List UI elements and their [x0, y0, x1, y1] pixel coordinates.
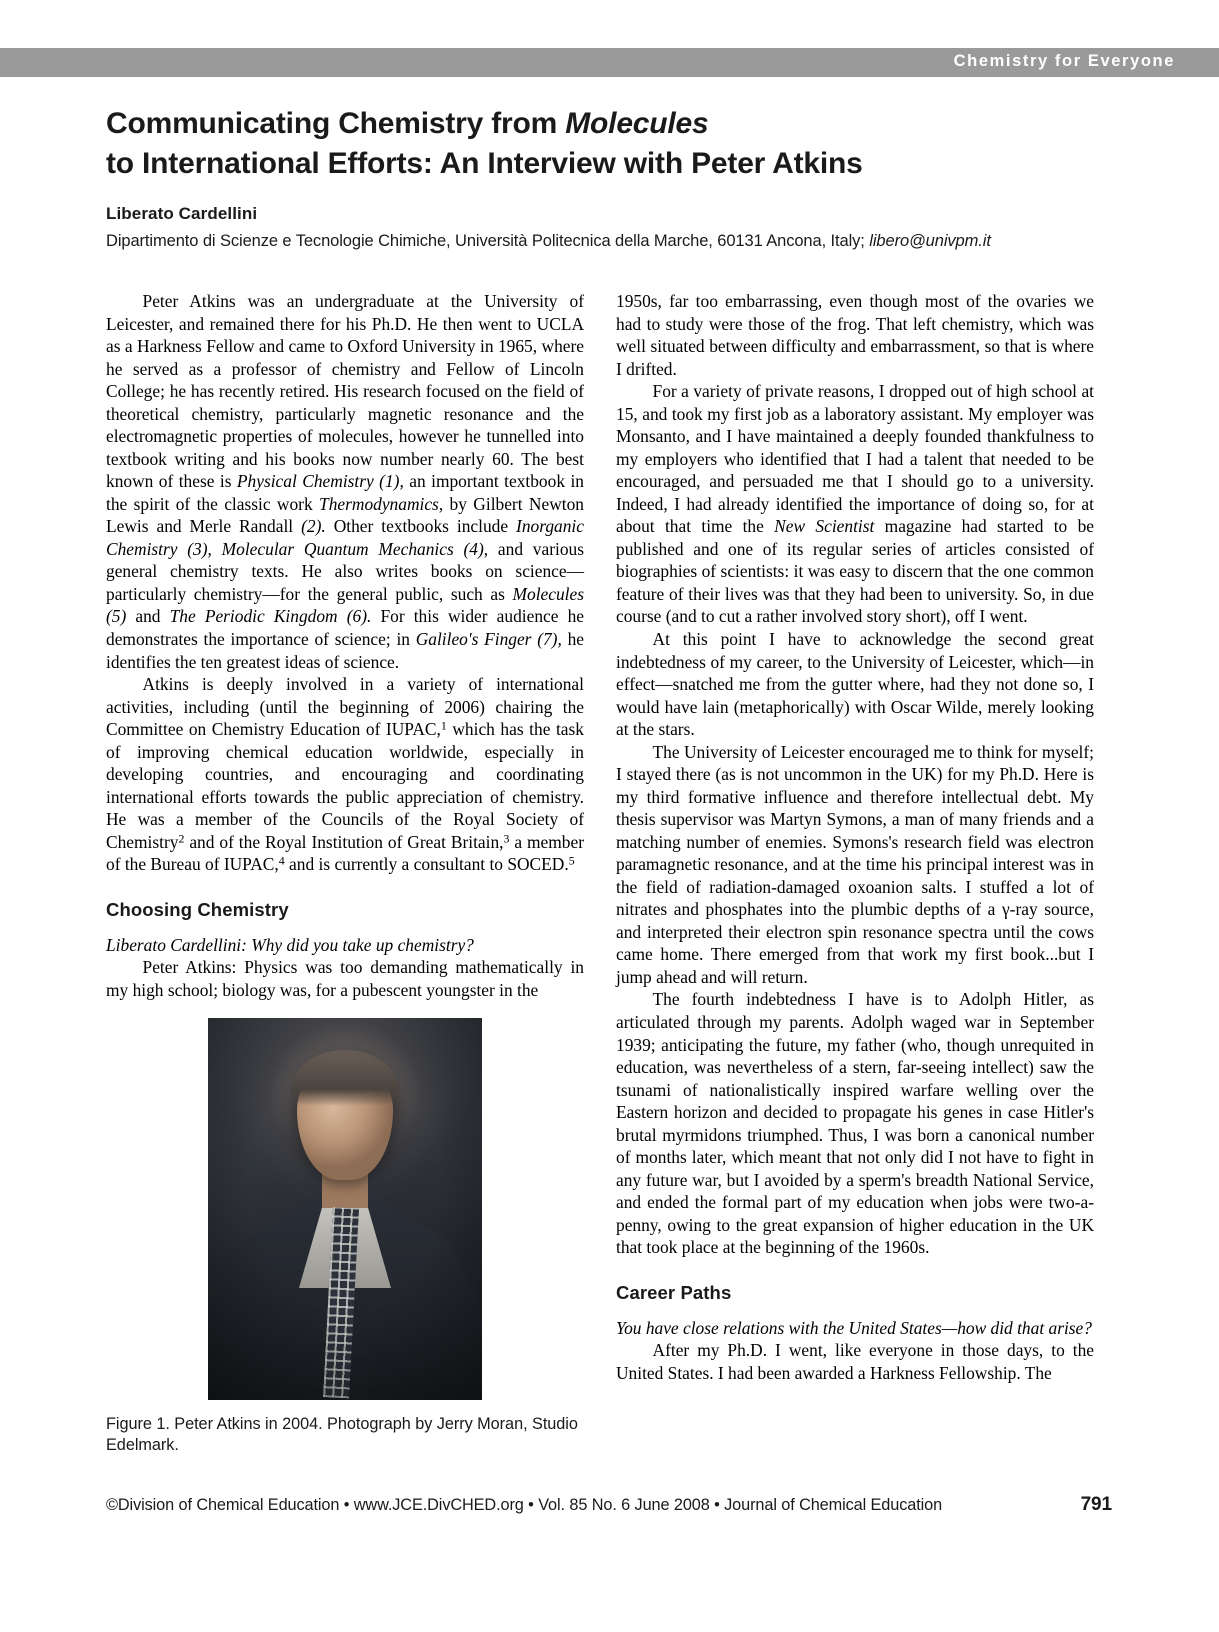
p1-italic-6: The Periodic Kingdom (6). — [169, 606, 372, 627]
p1-seg1: Peter Atkins was an undergraduate at the University of Leicester, and remained there for his Ph.D. He then went to UCLA as a Harkness Fellow and came to Oxford University in 1965, where he served as a professor of chemistry and Fellow of Lincoln College; he has recently retired. His research focused on the field of theoretical chemistry, particularly magnetic resonance and the electromagnetic properties of molecules, however he tunnelled into textbook writing and his books now number nearly 60. The best known of these is — [106, 291, 584, 492]
interview-answer-2: After my Ph.D. I went, like everyone in those days, to the United States. I had been awarded a Harkness Fellowship. The — [616, 1340, 1094, 1383]
footer-citation: ©Division of Chemical Education • www.JCE.DivCHED.org • Vol. 85 No. 6 June 2008 • Journal of Chemical Education — [106, 1496, 943, 1514]
p1-seg5: and various general chemistry texts. He also writes books on science—particularly chemistry—for the general public, such as — [106, 538, 584, 604]
paragraph-continued: 1950s, far too embarrassing, even though most of the ovaries we had to study were those of the frog. That left chemistry, which was well situated between difficulty and embarrassment, so that is where I drifted. — [616, 291, 1094, 379]
figure-caption: Figure 1. Peter Atkins in 2004. Photograph by Jerry Moran, Studio Edelmark. — [106, 1415, 578, 1454]
p1-italic-7: Galileo's Finger (7), — [415, 628, 562, 649]
p1-seg6: and — [126, 606, 170, 627]
footnote-ref-2[interactable]: 2 — [178, 831, 185, 846]
p2-seg3: and of the Royal Institution of Great Britain, — [184, 831, 504, 852]
p1-seg8: he identifies the ten greatest ideas of science. — [106, 628, 584, 672]
peter-atkins-portrait — [208, 1018, 482, 1400]
p1-seg4: Other textbooks include — [325, 516, 517, 537]
right-column — [616, 290, 1094, 1384]
paragraph-right-4: The University of Leicester encouraged me to think for myself; I stayed there (as is not uncommon in the UK) for my Ph.D. Here is my third formative influence and therefore intellectual debt. My thesis supervisor was Martyn Symons, a man of many friends and a matching number of enemies. Symons's research field was electron paramagnetic resonance, and at the time his principal interest was in the field of radiation-damaged oxoanion salts. I stuffed a lot of nitrates and phosphates into the plumbic depths of a γ-ray source, and interpreted their electron spin resonance spectra until the cows came home. There emerged from that work my first book...but I jump ahead and will return. — [616, 741, 1094, 987]
p2-seg1: Atkins is deeply involved in a variety of international activities, including (until the beginning of 2006) chairing the Committee on Chemistry Education of IUPAC, — [106, 674, 584, 740]
rp2-seg2: magazine had started to be published and one of its regular series of articles consisted of biographies of scientists: it was easy to discern that the one common feature of their lives was that they had been to university. So, in due course (and to cut a rather involved story short), off I went. — [616, 516, 1094, 627]
p2-seg4: a member of the Bureau of IUPAC, — [106, 831, 584, 875]
p1-italic-1: Physical Chemistry (1), — [236, 471, 404, 492]
p1-italic-4: Inorganic Chemistry (3), Molecular Quantum Mechanics (4), — [106, 516, 584, 559]
footnote-ref-3[interactable]: 3 — [503, 831, 510, 846]
author-name: Liberato Cardellini — [106, 203, 258, 223]
left-column — [106, 290, 584, 1001]
author-affiliation — [106, 232, 1106, 251]
page-title — [106, 104, 1106, 184]
figure-1 — [106, 1018, 584, 1455]
footnote-ref-5[interactable]: 5 — [568, 853, 575, 868]
author-email[interactable]: libero@univpm.it — [869, 231, 991, 250]
title-block — [106, 104, 1106, 251]
page-number: 791 — [1080, 1494, 1112, 1515]
title-line2: to International Efforts: An Interview with Peter Atkins — [106, 146, 863, 180]
paragraph-intro-2 — [106, 673, 584, 876]
running-head-label: Chemistry for Everyone — [953, 52, 1175, 70]
section-heading-choosing-chemistry: Choosing Chemistry — [106, 898, 289, 920]
p2-seg2: which has the task of improving chemical education worldwide, especially in developing countries, and encouraging and coordinating international efforts towards the public appreciation of chemistry. He was a member of the Councils of the Royal Society of Chemistry — [106, 719, 584, 852]
portrait-vignette — [208, 1018, 482, 1400]
p1-italic-2: Thermodynamics — [319, 493, 439, 514]
footnote-ref-4[interactable]: 4 — [278, 853, 285, 868]
interview-answer-1: Peter Atkins: Physics was too demanding mathematically in my high school; biology was, for a pubescent youngster in the — [106, 957, 584, 1000]
p2-seg5: and is currently a consultant to SOCED. — [284, 854, 569, 875]
paragraph-right-3: At this point I have to acknowledge the second great indebtedness of my career, to the University of Leicester, which—in effect—snatched me from the gutter where, had they not done so, I would have lain (metaphorically) with Oscar Wilde, merely looking at the stars. — [616, 628, 1094, 740]
footnote-ref-1[interactable]: 1 — [440, 718, 447, 733]
interview-question-1: Liberato Cardellini: Why did you take up chemistry? — [106, 934, 474, 955]
p1-seg2: an important textbook in the spirit of the classic work — [106, 471, 584, 514]
p1-seg7: For this wider audience he demonstrates the importance of science; in — [106, 606, 584, 649]
title-line1-italic: Molecules — [565, 107, 709, 140]
rp2-italic-1: New Scientist — [774, 516, 875, 537]
p1-italic-3: (2). — [301, 516, 326, 537]
paragraph-intro-1 — [106, 290, 584, 673]
affiliation-text: Dipartimento di Scienze e Tecnologie Chimiche, Università Politecnica della Marche, 60131 Ancona, Italy; — [106, 231, 870, 250]
interview-question-2: You have close relations with the United States—how did that arise? — [616, 1317, 1092, 1338]
section-heading-career-paths: Career Paths — [616, 1281, 732, 1303]
paragraph-right-5: The fourth indebtedness I have is to Adolph Hitler, as articulated through my parents. Adolph waged war in September 1939; anticipating the future, my father (who, though unrequited in education, was nevertheless of a stern, far-seeing intellect) saw the tsunami of nationalistically inspired warfare welling over the Eastern horizon and decided to propagate his genes in case Hitler's brutal myrmidons triumphed. Thus, I was born a canonical number of months later, which meant that not only did I not have to fight in any future war, but I avoided by a sperm's breadth National Service, and ended the formal part of my education when jobs were two-a-penny, owing to the great expansion of higher education in the UK that took place at the beginning of the 1960s. — [616, 989, 1094, 1258]
p1-italic-5: Molecules (5) — [106, 583, 584, 627]
title-line1-text: Communicating Chemistry from — [106, 107, 566, 140]
p1-seg3: , by Gilbert Newton Lewis and Merle Randall — [106, 493, 584, 537]
paragraph-right-2 — [616, 380, 1094, 628]
page-footer — [106, 1494, 1112, 1516]
rp2-seg1: For a variety of private reasons, I dropped out of high school at 15, and took my first job as a laboratory assistant. My employer was Monsanto, and I have maintained a deeply founded thankfulness to my employers who identified that I had a talent that needed to be encouraged, and persuaded me that I should go to a university. Indeed, I had already identified the importance of doing so, for at about that time the — [616, 381, 1094, 537]
